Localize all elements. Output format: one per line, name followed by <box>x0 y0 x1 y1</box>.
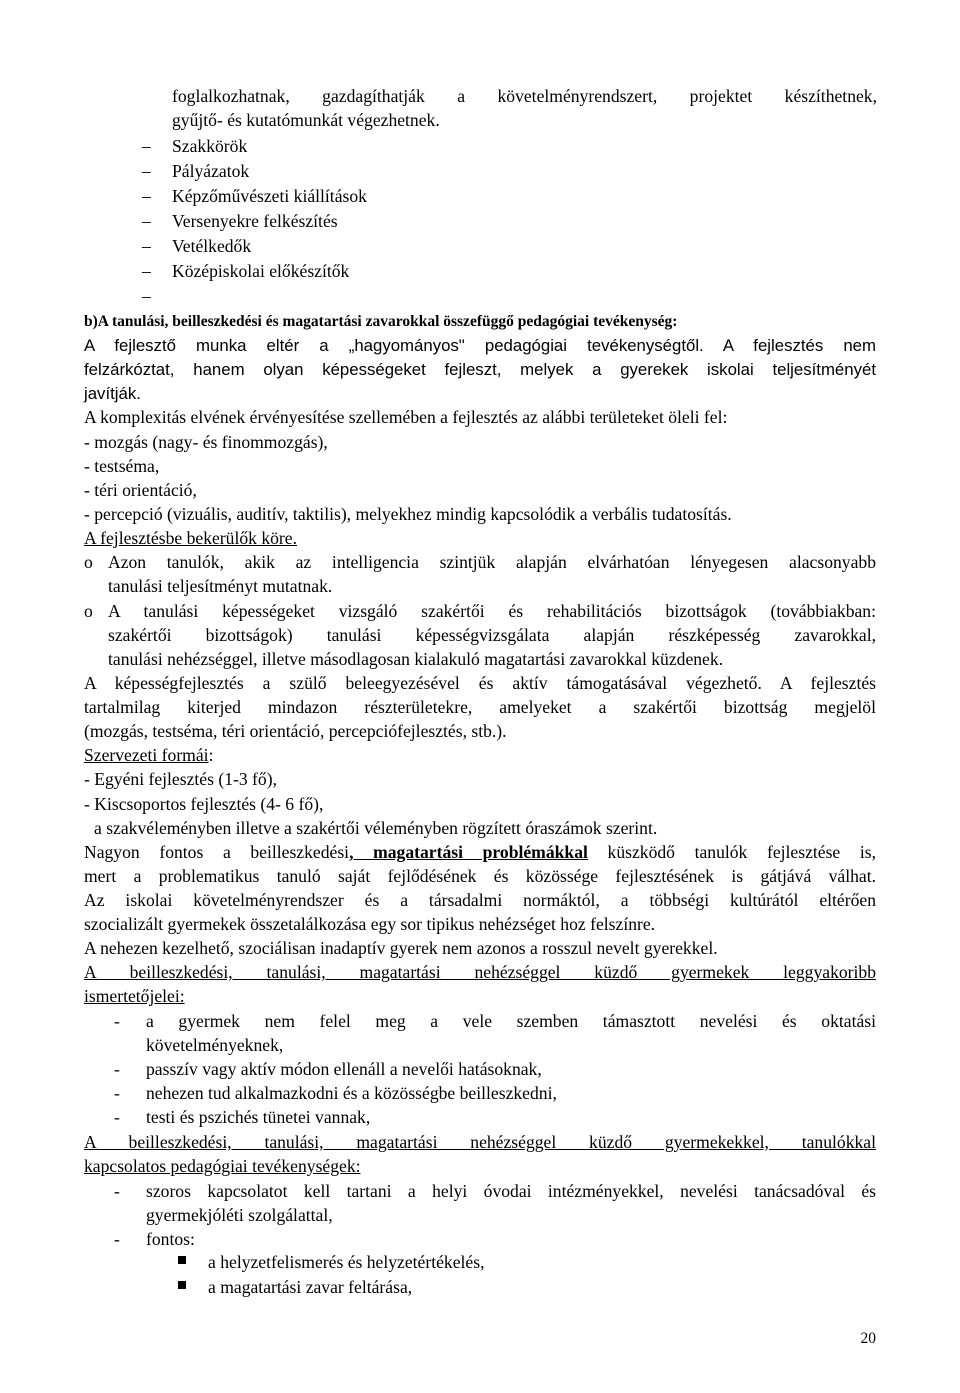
list-item: Versenyekre felkészítés <box>172 211 338 231</box>
trait-dash: - <box>114 1083 120 1103</box>
intro-line-1: foglalkozhatnak, gazdagíthatják a követelményrendszert, projektet készíthetnek, <box>172 86 877 106</box>
section-b-label: b) <box>84 313 98 330</box>
square-bullet-icon <box>178 1281 186 1289</box>
p5: A nehezen kezelhető, szociálisan inadaptív gyerek nem azonos a rosszul nevelt gyerekkel. <box>84 938 718 958</box>
p4-line-3: Az iskolai követelményrendszer és a társadalmi normáktól, a többségi kultúrától eltérően <box>84 890 876 910</box>
activity-heading-line-2: kapcsolatos pedagógiai tevékenységek: <box>84 1156 361 1176</box>
trait-dash: - <box>114 1107 120 1127</box>
list-dash: – <box>142 136 151 156</box>
o2-line-3: tanulási nehézséggel, illetve másodlagosan kialakuló magatartási zavarokkal küzdenek. <box>108 649 724 669</box>
section-b-heading <box>84 310 677 334</box>
p4-part-a: Nagyon fontos a beilleszkedési <box>84 842 350 862</box>
activity-1-line-1: szoros kapcsolatot kell tartani a helyi óvodai intézményekkel, nevelési tanácsadóval és <box>146 1181 876 1201</box>
p4-part-b: , magatartási problémákkal <box>349 842 588 862</box>
list-dash: – <box>142 186 151 206</box>
sub-item: a magatartási zavar feltárása, <box>208 1277 413 1297</box>
list-item: Középiskolai előkészítők <box>172 261 350 281</box>
activity-2: fontos: <box>146 1229 195 1249</box>
section-b-title: A tanulási, beilleszkedési és magatartási zavarokkal összefüggő pedagógiai tevékenység: <box>97 313 678 330</box>
list-dash: – <box>142 211 151 231</box>
o2-line-1: A tanulási képességeket vizsgáló szakértői és rehabilitációs bizottságok (továbbiakban: <box>108 601 876 621</box>
trait-dash: - <box>114 1011 120 1031</box>
p4-line-2: mert a problematikus tanuló saját fejlődésének és közössége fejlesztésének is gátjává válhat. <box>84 866 876 886</box>
page-number: 20 <box>860 1330 876 1347</box>
p1-line-3: javítják. <box>84 384 141 403</box>
p3-line-3: (mozgás, testséma, téri orientáció, percepciófejlesztés, stb.). <box>84 721 507 741</box>
area-item: - mozgás (nagy- és finommozgás), <box>84 432 328 452</box>
p4-line-1 <box>84 840 876 864</box>
traits-heading-line-1: A beilleszkedési, tanulási, magatartási nehézséggel küzdő gyermekek leggyakoribb <box>84 962 876 982</box>
o-bullet: o <box>84 601 93 621</box>
forms-note: a szakvéleményben illetve a szakértői véleményben rögzített óraszámok szerint. <box>94 818 658 838</box>
sub-item: a helyzetfelismerés és helyzetértékelés, <box>208 1252 485 1272</box>
form-item: - Kiscsoportos fejlesztés (4- 6 fő), <box>84 794 324 814</box>
p4-part-c: küszködő tanulók fejlesztése is, <box>587 842 877 862</box>
p3-line-1: A képességfejlesztés a szülő beleegyezésével és aktív támogatásával végezhető. A fejlesztés <box>84 673 876 693</box>
list-item: Vetélkedők <box>172 236 252 256</box>
trait-item: passzív vagy aktív módon ellenáll a nevelői hatásoknak, <box>146 1059 542 1079</box>
area-item: - testséma, <box>84 456 160 476</box>
form-item: - Egyéni fejlesztés (1-3 fő), <box>84 769 277 789</box>
forms-heading-colon: : <box>208 745 214 765</box>
list-item: Szakkörök <box>172 136 248 156</box>
p1-line-1: A fejlesztő munka eltér a „hagyományos" pedagógiai tevékenységtől. A fejlesztés nem <box>84 336 876 355</box>
forms-heading-text: Szervezeti formái <box>84 745 209 765</box>
o1-line-1: Azon tanulók, akik az intelligencia szintjük alapján elvárhatóan lényegesen alacsonyabb <box>108 552 876 572</box>
area-item: - téri orientáció, <box>84 480 197 500</box>
intro-line-2: gyűjtő- és kutatómunkát végezhetnek. <box>172 110 440 130</box>
trait-dash: - <box>114 1059 120 1079</box>
activity-dash: - <box>114 1229 120 1249</box>
p1-line-2: felzárkóztat, hanem olyan képességeket fejleszt, melyek a gyerekek iskolai teljesítményét <box>84 360 876 379</box>
activity-dash: - <box>114 1181 120 1201</box>
trait-item: nehezen tud alkalmazkodni és a közösségbe beilleszkedni, <box>146 1083 557 1103</box>
activity-heading-line-1: A beilleszkedési, tanulási, magatartási nehézséggel küzdő gyermekekkel, tanulókkal <box>84 1132 876 1152</box>
trait-item-line-2: követelményeknek, <box>146 1035 284 1055</box>
area-item: - percepció (vizuális, auditív, taktilis), melyekhez mindig kapcsolódik a verbális tudatosítás. <box>84 504 732 524</box>
p2: A komplexitás elvének érvényesítése szellemében a fejlesztés az alábbi területeket öleli fel: <box>84 407 728 427</box>
square-bullet-icon <box>178 1256 186 1264</box>
forms-heading <box>84 743 213 767</box>
p3-line-2: tartalmilag kiterjed mindazon részterületekre, amelyeket a szakértői bizottság megjelöl <box>84 697 876 717</box>
traits-heading-line-2: ismertetőjelei: <box>84 986 185 1006</box>
activity-1-line-2: gyermekjóléti szolgálattal, <box>146 1205 333 1225</box>
list-dash: – <box>142 236 151 256</box>
circle-heading: A fejlesztésbe bekerülők köre. <box>84 528 297 548</box>
o-bullet: o <box>84 552 93 572</box>
list-item: Képzőművészeti kiállítások <box>172 186 367 206</box>
list-dash: – <box>142 261 151 281</box>
trait-item: testi és pszichés tünetei vannak, <box>146 1107 371 1127</box>
list-item: Pályázatok <box>172 161 250 181</box>
trait-item-line-1: a gyermek nem felel meg a vele szemben támasztott nevelési és oktatási <box>146 1011 876 1031</box>
o1-line-2: tanulási teljesítményt mutatnak. <box>108 576 333 596</box>
o2-line-2: szakértői bizottságok) tanulási képességvizsgálata alapján részképesség zavarokkal, <box>108 625 876 645</box>
list-dash: – <box>142 161 151 181</box>
list-dash-empty: – <box>142 286 151 306</box>
p4-line-4: szocializált gyermekek összetalálkozása egy sor tipikus nehézséget hoz felszínre. <box>84 914 656 934</box>
